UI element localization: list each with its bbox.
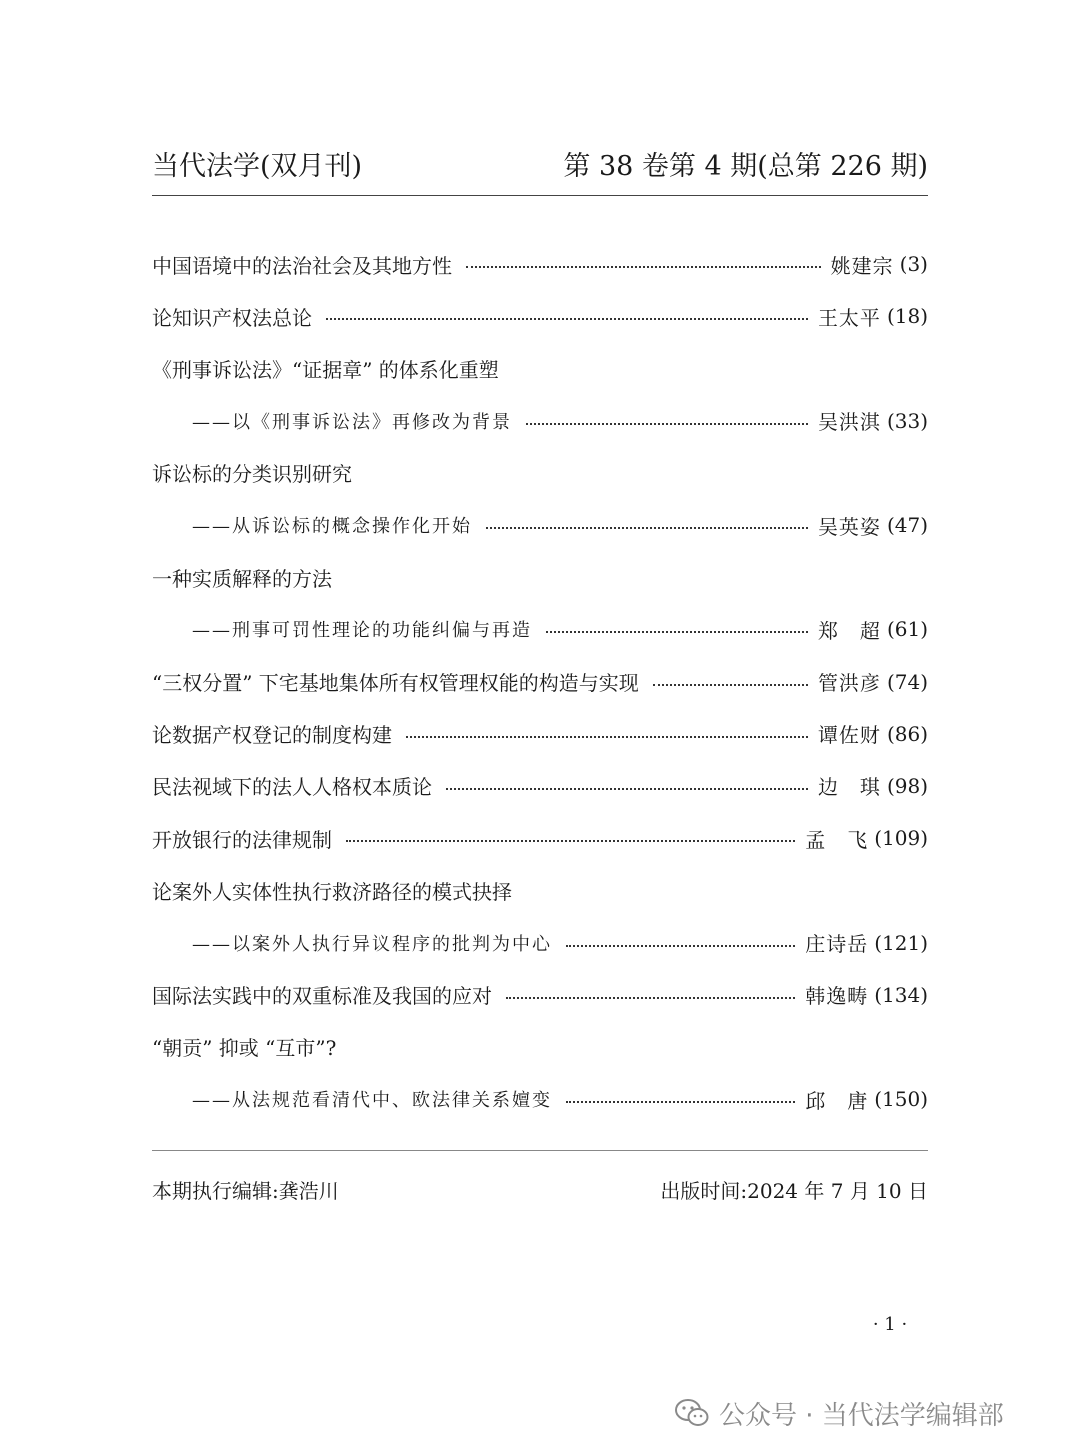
article-page: (150)	[874, 1087, 928, 1112]
toc-row	[152, 708, 928, 760]
dot-leader	[546, 631, 808, 633]
toc-row	[152, 812, 928, 864]
dot-leader	[446, 788, 808, 790]
dot-leader	[346, 840, 795, 842]
article-page: (61)	[886, 617, 928, 642]
article-author: 韩逸畴	[805, 984, 869, 1009]
article-title: 论知识产权法总论	[152, 305, 312, 330]
toc-row	[152, 342, 928, 394]
dot-leader	[653, 684, 808, 686]
header-divider	[152, 195, 928, 196]
article-title: 《刑事诉讼法》“证据章” 的体系化重塑	[152, 357, 499, 382]
page-number: · 1 ·	[872, 1314, 908, 1335]
journal-header	[152, 138, 928, 188]
article-title: 论案外人实体性执行救济路径的模式抉择	[152, 879, 512, 904]
footer	[152, 1175, 928, 1204]
article-subtitle: ——以案外人执行异议程序的批判为中心	[192, 933, 552, 955]
article-page: (47)	[886, 513, 928, 538]
toc-subtitle-row	[152, 499, 928, 551]
journal-title: 当代法学(双月刊)	[152, 150, 363, 182]
article-page: (33)	[886, 408, 928, 433]
dot-leader	[506, 997, 795, 999]
table-of-contents	[152, 238, 928, 1125]
toc-row	[152, 551, 928, 603]
article-subtitle: ——从法规范看清代中、欧法律关系嬗变	[192, 1090, 552, 1112]
article-subtitle: ——刑事可罚性理论的功能纠偏与再造	[192, 620, 532, 642]
publication-date: 出版时间:2024 年 7 月 10 日	[660, 1179, 928, 1203]
toc-subtitle-row	[152, 395, 928, 447]
toc-subtitle-row	[152, 1073, 928, 1125]
wechat-icon	[675, 1398, 709, 1428]
article-page: (98)	[886, 773, 928, 798]
article-author: 孟 飞	[805, 827, 869, 852]
article-page: (121)	[874, 930, 928, 955]
article-page: (18)	[886, 304, 928, 329]
article-title: “朝贡” 抑或 “互市”?	[152, 1036, 337, 1061]
dot-leader	[526, 423, 808, 425]
article-title: 诉讼标的分类识别研究	[152, 462, 352, 487]
footer-divider	[152, 1150, 928, 1151]
article-subtitle: ——以《刑事诉讼法》再修改为背景	[192, 411, 512, 433]
toc-subtitle-row	[152, 916, 928, 968]
article-page: (86)	[886, 721, 928, 746]
article-page: (74)	[886, 669, 928, 694]
article-author: 王太平	[817, 305, 881, 330]
issue-info: 第 38 卷第 4 期(总第 226 期)	[563, 150, 928, 182]
article-title: 中国语境中的法治社会及其地方性	[152, 253, 452, 278]
article-author: 边 琪	[817, 775, 881, 800]
article-author: 吴英姿	[817, 514, 881, 539]
dot-leader	[466, 266, 821, 268]
toc-row	[152, 1021, 928, 1073]
toc-row	[152, 969, 928, 1021]
article-author: 庄诗岳	[805, 932, 869, 957]
toc-row	[152, 656, 928, 708]
executive-editor: 本期执行编辑:龚浩川	[152, 1179, 339, 1203]
dot-leader	[406, 736, 808, 738]
toc-subtitle-row	[152, 603, 928, 655]
article-author: 吴洪淇	[817, 410, 881, 435]
article-title: 民法视域下的法人人格权本质论	[152, 775, 432, 800]
article-author: 管洪彦	[817, 671, 881, 696]
article-title: 论数据产权登记的制度构建	[152, 723, 392, 748]
article-title: 一种实质解释的方法	[152, 566, 332, 591]
toc-row	[152, 290, 928, 342]
article-page: (109)	[874, 826, 928, 851]
article-author: 谭佐财	[817, 723, 881, 748]
dot-leader	[566, 1101, 795, 1103]
dot-leader	[566, 945, 795, 947]
dot-leader	[486, 527, 808, 529]
article-subtitle: ——从诉讼标的概念操作化开始	[192, 516, 472, 538]
article-title: “三权分置” 下宅基地集体所有权管理权能的构造与实现	[152, 671, 639, 696]
toc-row	[152, 447, 928, 499]
article-author: 姚建宗	[830, 253, 894, 278]
toc-row	[152, 238, 928, 290]
toc-row	[152, 760, 928, 812]
watermark	[675, 1393, 1004, 1433]
watermark-text: 公众号 · 当代法学编辑部	[719, 1400, 1004, 1431]
article-author: 邱 唐	[805, 1088, 869, 1113]
dot-leader	[326, 318, 808, 320]
article-page: (3)	[899, 252, 928, 277]
article-page: (134)	[874, 982, 928, 1007]
article-title: 国际法实践中的双重标准及我国的应对	[152, 984, 492, 1009]
article-title: 开放银行的法律规制	[152, 827, 332, 852]
article-author: 郑 超	[817, 618, 881, 643]
toc-row	[152, 864, 928, 916]
